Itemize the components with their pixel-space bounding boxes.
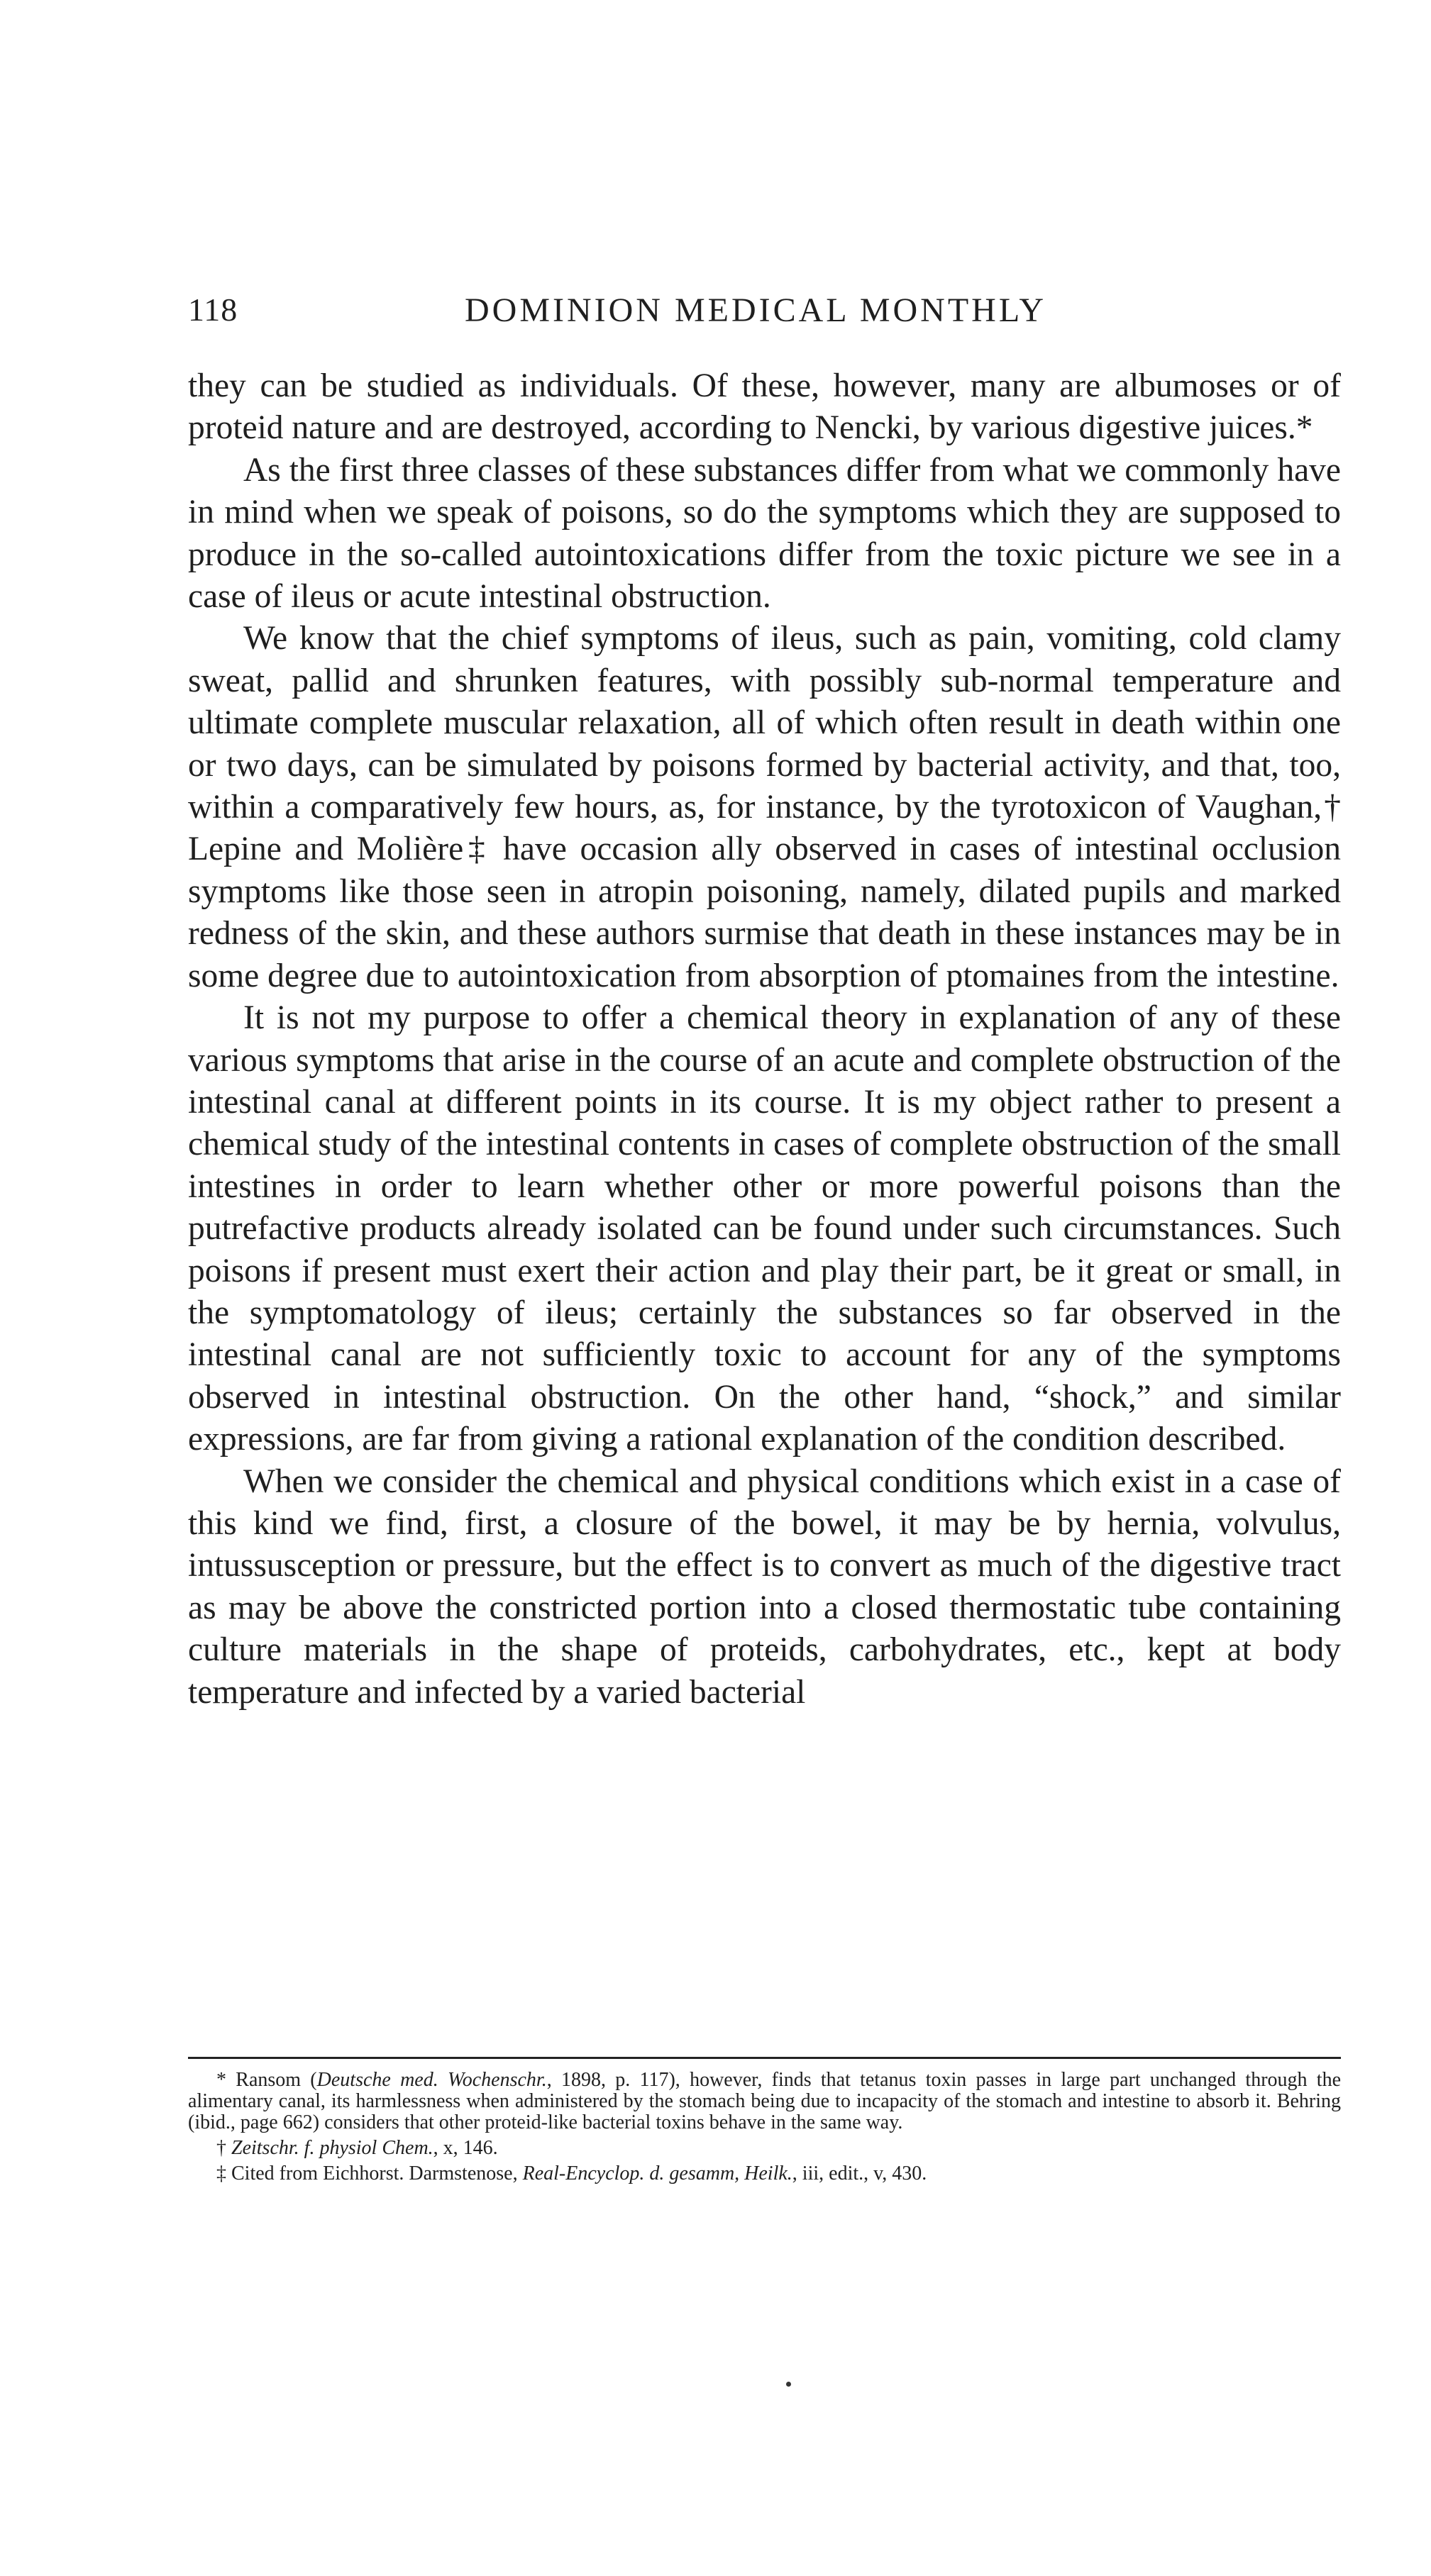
footnote-citation: Deutsche med. Wochenschr.: [316, 2069, 547, 2091]
footnote-text: Cited from Eichhorst. Darmstenose,: [231, 2163, 523, 2184]
footnote-citation: Real-Encyclop. d. gesamm, Heilk.: [522, 2163, 792, 2184]
footnote-text: , x, 146.: [433, 2137, 498, 2159]
running-title: DOMINION MEDICAL MONTHLY: [465, 292, 1047, 329]
paragraph: As the first three classes of these substances differ from what we commonly have in mind when we speak of poisons, so do the symptoms which they are supposed to produce in the so-called autointoxications differ from the toxic picture we see in a case of ileus or acute intestinal obstruction.: [188, 451, 1341, 616]
print-speck: [786, 2382, 791, 2387]
paragraph: they can be studied as individuals. Of these, however, many are albumoses or of proteid nature and are destroyed, according to Nencki, by various digestive juices.*: [188, 367, 1341, 447]
paragraph: We know that the chief symptoms of ileus, such as pain, vomiting, cold clamy sweat, pallid and shrunken features, with possibly sub-normal temperature and ultimate complete muscular relaxation, all of which often result in death within one or two days, can be simulated by poisons formed by bacterial activity, and that, too, within a comparatively few hours, as, for instance, by the tyrotoxicon of Vaughan,† Lepine and Molière‡ have occasion ally observed in cases of intestinal occlusion symptoms like those seen in atropin poisoning, namely, dilated pupils and marked redness of the skin, and these authors surmise that death in these instances may be in some degree due to autointoxication from absorption of ptomaines from the intestine.: [188, 620, 1341, 994]
footnote-mark: ‡: [216, 2163, 226, 2184]
footnote-text: , 1898, p. 117), however, finds that tetanus toxin passes in large part unchanged through the alimentary canal, its harmlessness when administered by the stomach being due to incapacity of the stomach and intestine to absorb it. Behring (ibid., page 662) considers that other proteid-like bacterial toxins behave in the same way.: [188, 2069, 1342, 2133]
body-text: [188, 365, 1341, 1714]
footnote-text: , iii, edit., v, 430.: [792, 2163, 927, 2184]
footnote-citation: Zeitschr. f. physiol Chem.: [231, 2137, 433, 2159]
paragraph: When we consider the chemical and physical conditions which exist in a case of this kind we find, first, a closure of the bowel, it may be by hernia, volvulus, intussusception or pressure, but the effect is to convert as much of the digestive tract as may be above the constricted portion into a closed thermostatic tube containing culture materials in the shape of proteids, carbohydrates, etc., kept at body temperature and infected by a varied bacterial: [188, 1462, 1341, 1711]
footnotes: [188, 2070, 1341, 2189]
page-header: [188, 291, 1341, 333]
footnote: [188, 2138, 1341, 2159]
page-number: 118: [188, 292, 238, 328]
footnote-mark: *: [216, 2069, 226, 2091]
footnote-mark: †: [216, 2137, 226, 2159]
footnote: [188, 2163, 1341, 2184]
footnote: [188, 2070, 1341, 2133]
paragraph: It is not my purpose to offer a chemical theory in explanation of any of these various symptoms that arise in the course of an acute and complete obstruction of the intestinal canal at different points in its course. It is my object rather to present a chemical study of the intestinal contents in cases of complete obstruction of the small intestines in order to learn whether other or more powerful poisons than the putrefactive products already isolated can be found under such circumstances. Such poisons if present must exert their action and play their part, be it great or small, in the symptomatology of ileus; certainly the substances so far observed in the intestinal canal are not sufficiently toxic to account for any of the symptoms observed in intestinal obstruction. On the other hand, “shock,” and similar expressions, are far from giving a rational explanation of the condition described.: [188, 999, 1341, 1458]
footnote-divider: [188, 2057, 1341, 2059]
footnote-text: Ransom (: [236, 2069, 317, 2091]
